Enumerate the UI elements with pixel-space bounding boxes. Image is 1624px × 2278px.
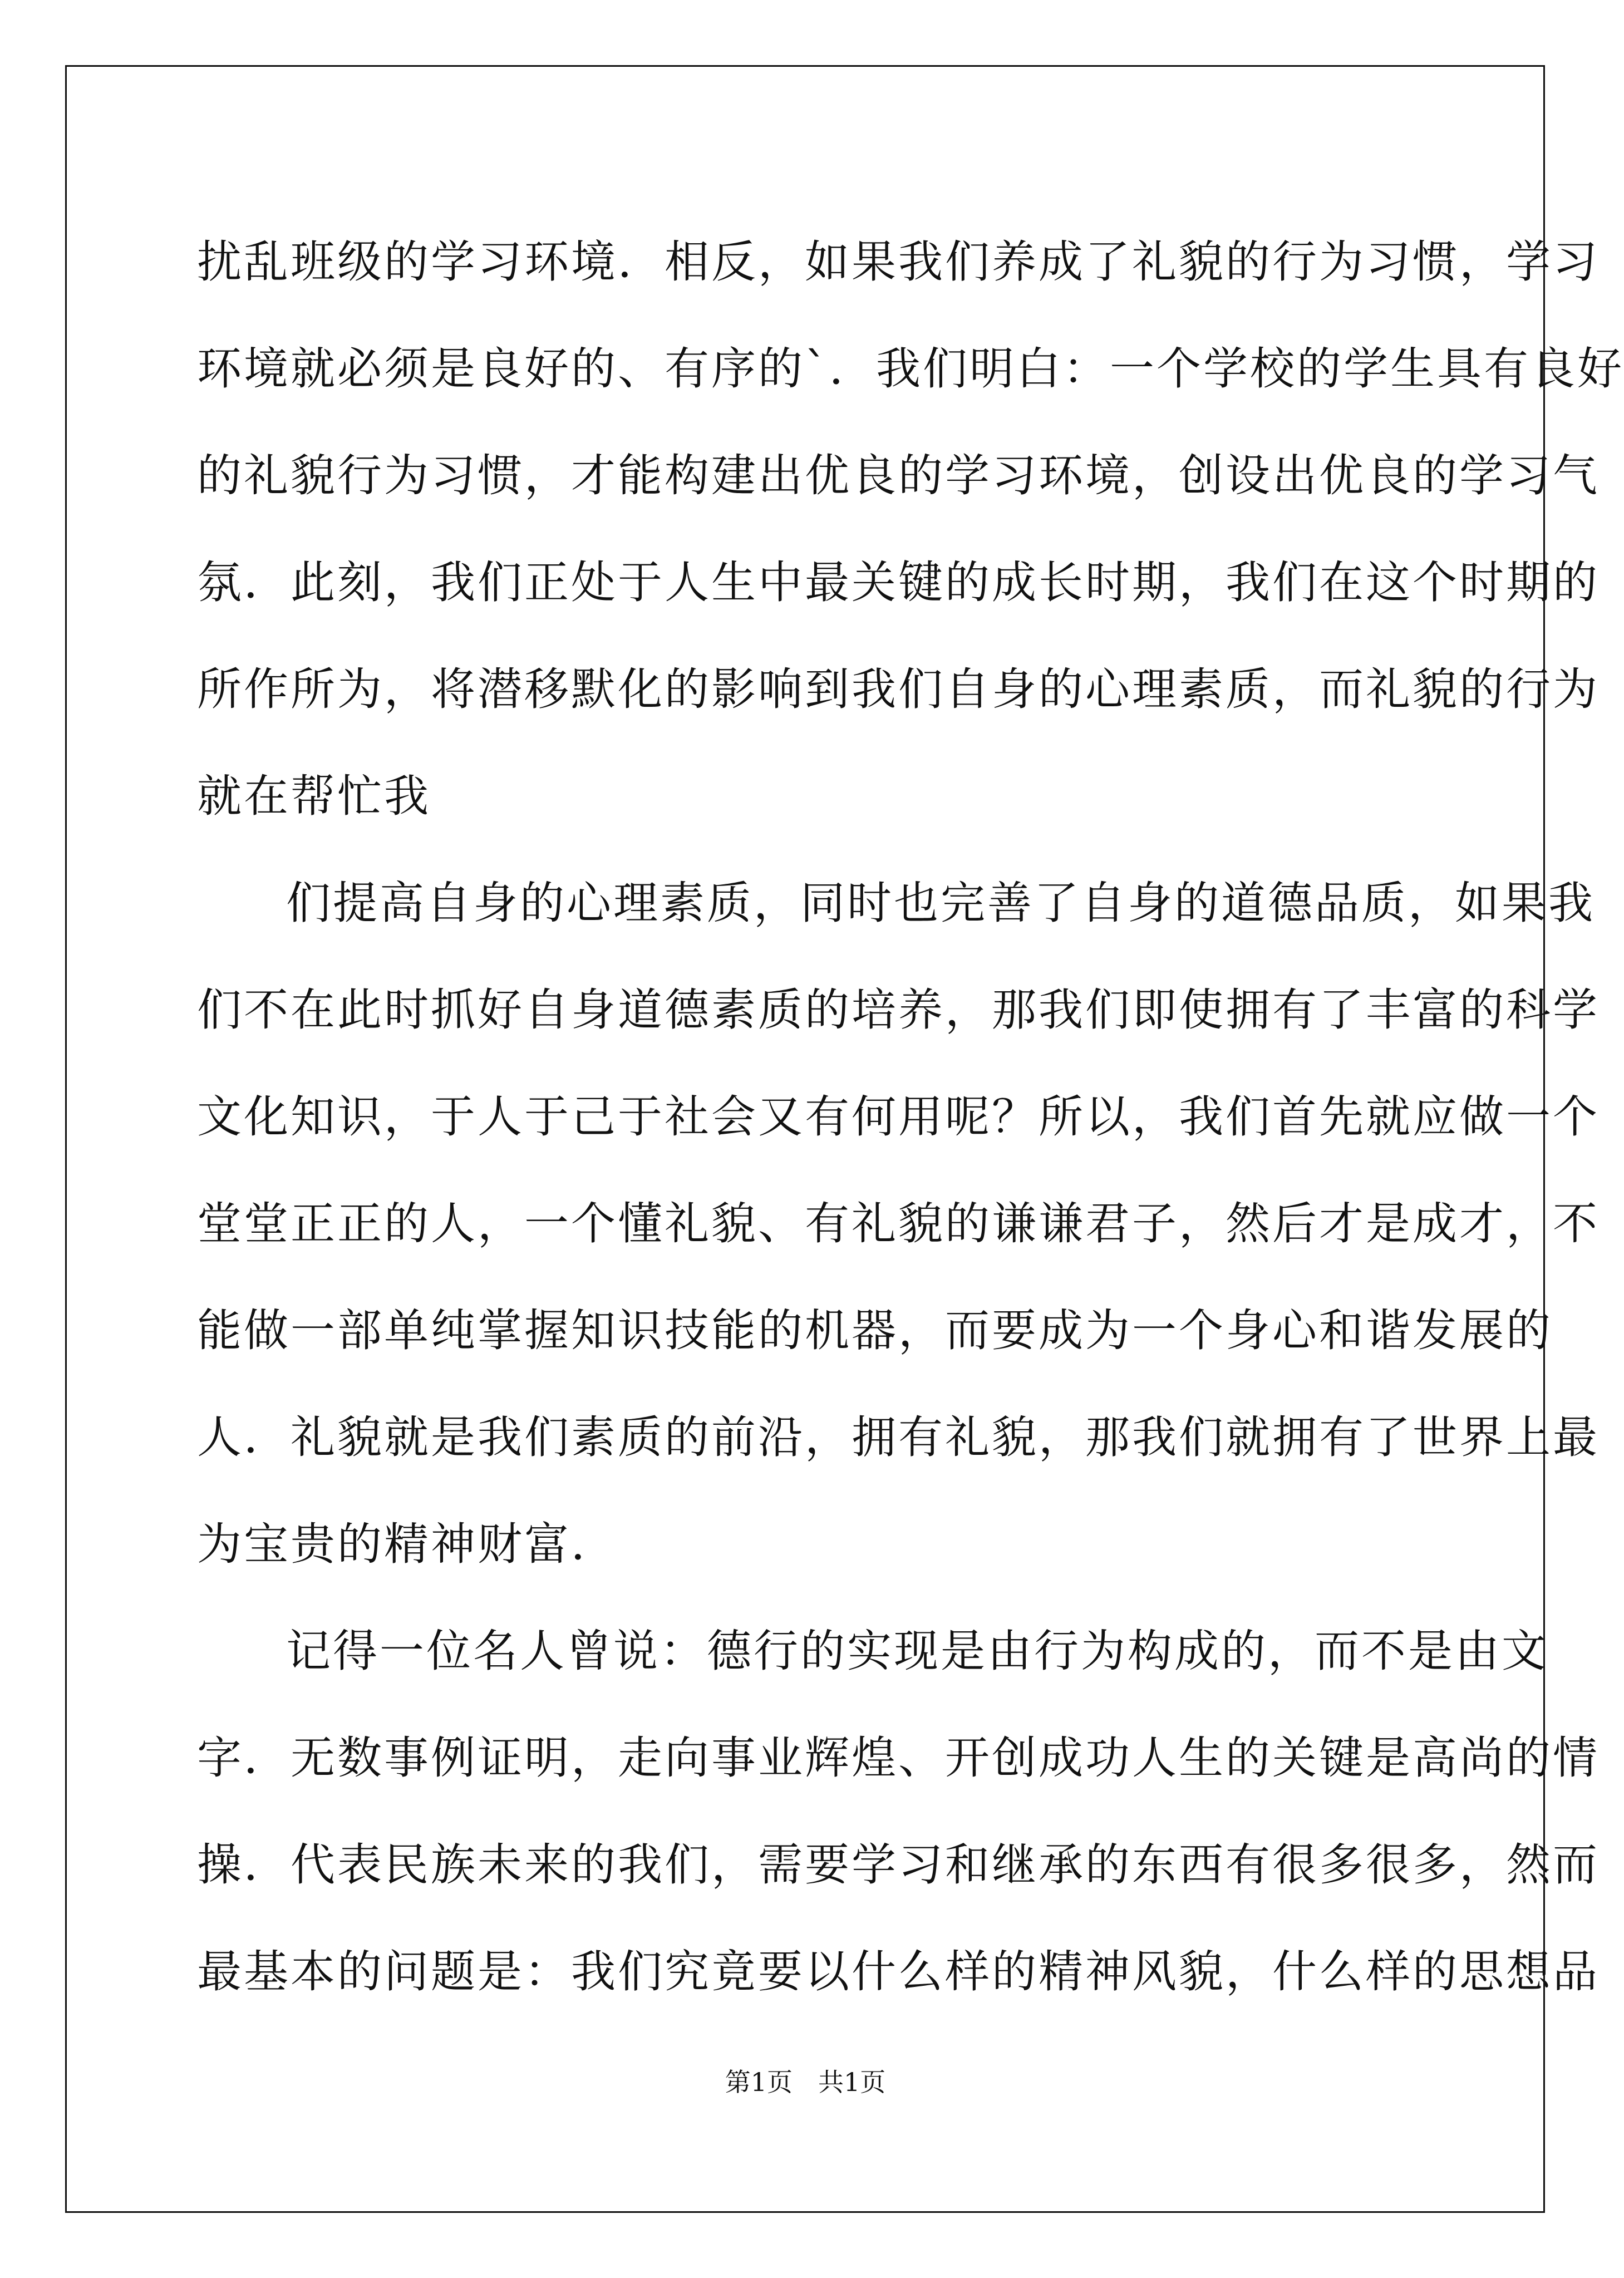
document-body (197, 209, 1624, 2025)
paragraph-2-line-1: 们提高自身的心理素质，同时也完善了自身的道德品质，如果我 (286, 877, 1595, 929)
paragraph-3-line-1: 记得一位名人曾说：德行的实现是由行为构成的，而不是由文 (286, 1625, 1548, 1677)
paragraph-1-line-3: 的礼貌行为习惯，才能构建出优良的学习环境，创设出优良的学习气 (197, 450, 1600, 501)
page-number-footer: 第1页 共1页 (725, 2067, 886, 2097)
paragraph-2-line-6: 人．礼貌就是我们素质的前沿，拥有礼貌，那我们就拥有了世界上最 (197, 1411, 1600, 1463)
paragraph-2-line-2: 们不在此时抓好自身道德素质的培养，那我们即使拥有了丰富的科学 (197, 984, 1600, 1036)
paragraph-1-line-2: 环境就必须是良好的、有序的`．我们明白：一个学校的学生具有良好 (197, 343, 1624, 395)
paragraph-2-line-7: 为宝贵的精神财富． (197, 1518, 618, 1570)
paragraph-2-line-3: 文化知识，于人于己于社会又有何用呢？所以，我们首先就应做一个 (197, 1091, 1600, 1143)
paragraph-1-line-1: 扰乱班级的学习环境．相反，如果我们养成了礼貌的行为习惯，学习 (197, 236, 1600, 288)
paragraph-3-line-4: 最基本的问题是：我们究竟要以什么样的精神风貌，什么样的思想品 (197, 1946, 1600, 1997)
paragraph-1-line-5: 所作所为，将潜移默化的影响到我们自身的心理素质，而礼貌的行为 (197, 663, 1600, 715)
paragraph-2-line-4: 堂堂正正的人，一个懂礼貌、有礼貌的谦谦君子，然后才是成才，不 (197, 1198, 1600, 1249)
paragraph-2-line-5: 能做一部单纯掌握知识技能的机器，而要成为一个身心和谐发展的 (197, 1305, 1553, 1356)
paragraph-1-line-6: 就在帮忙我 (197, 770, 431, 822)
paragraph-3-line-3: 操．代表民族未来的我们，需要学习和继承的东西有很多很多，然而 (197, 1839, 1600, 1891)
paragraph-3-line-2: 字．无数事例证明，走向事业辉煌、开创成功人生的关键是高尚的情 (197, 1732, 1600, 1784)
paragraph-1-line-4: 氛．此刻，我们正处于人生中最关键的成长时期，我们在这个时期的 (197, 557, 1600, 608)
